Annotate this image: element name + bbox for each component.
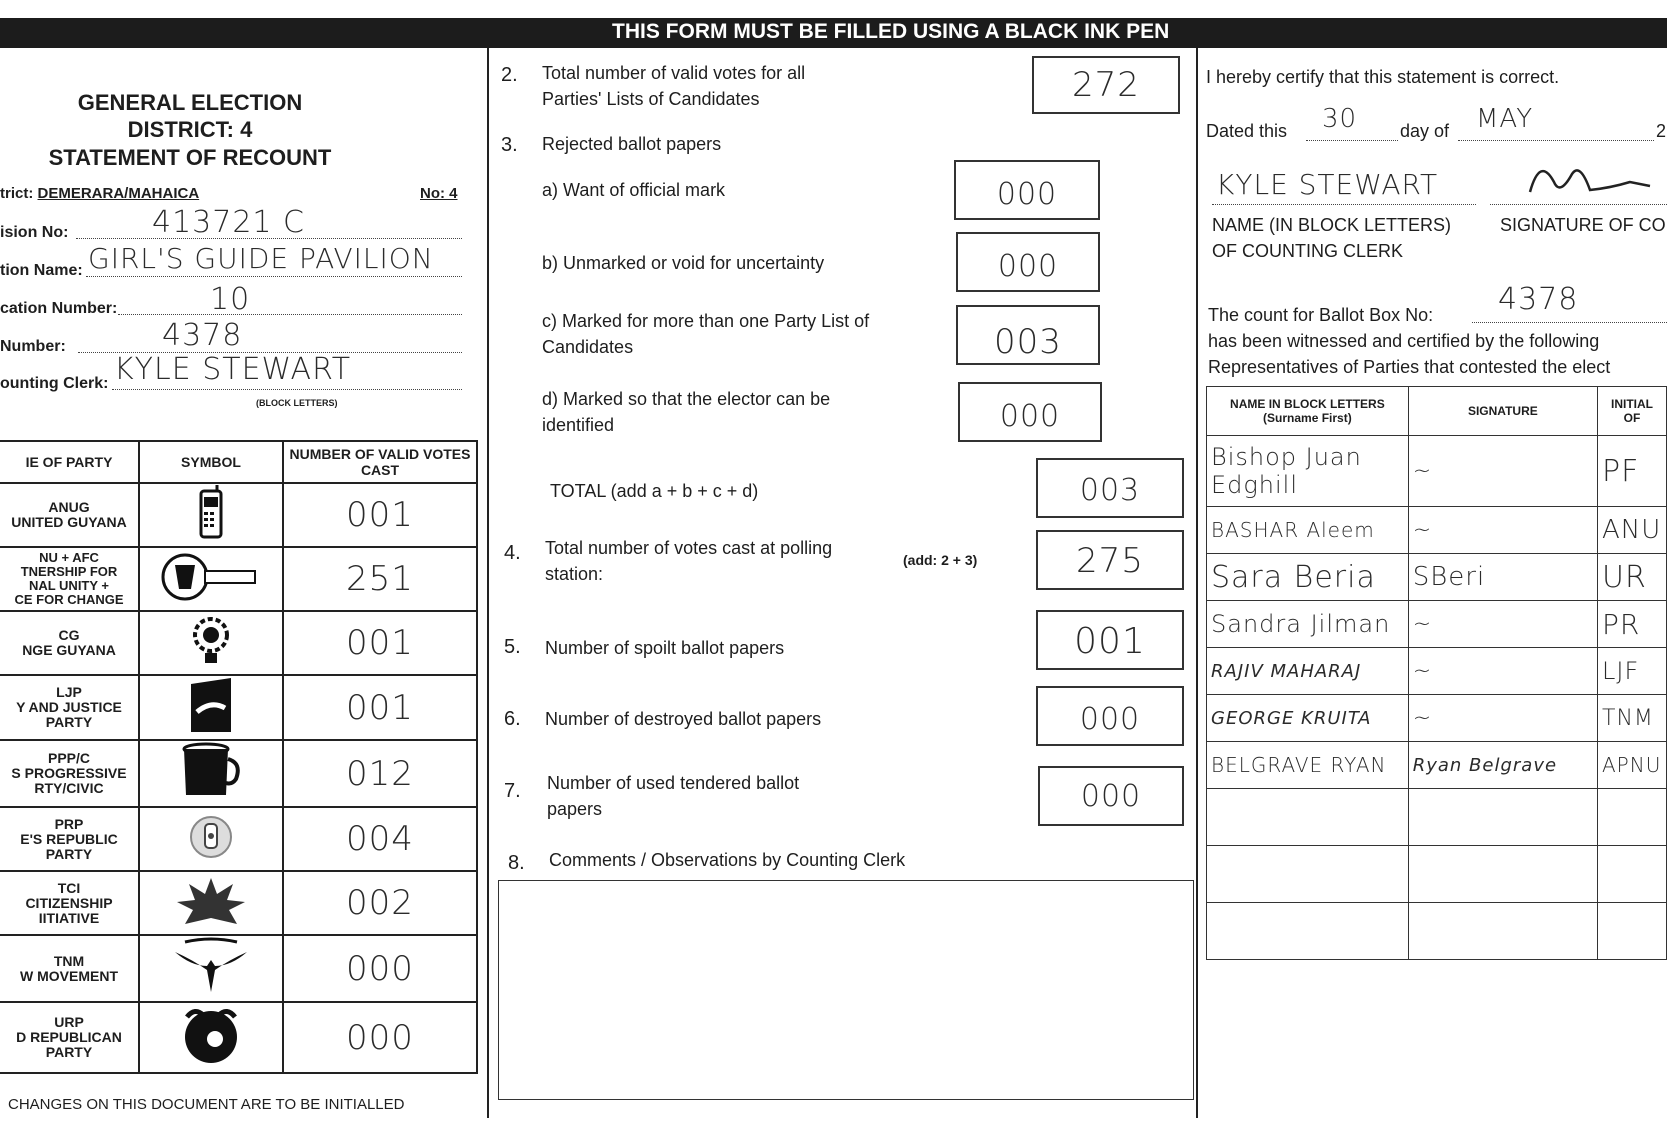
day-value: 30 [1322, 104, 1358, 134]
party-name: PRP E'S REPUBLIC PARTY [0, 807, 139, 871]
votes-header: NUMBER OF VALID VOTES CAST [283, 441, 477, 483]
bird-icon [171, 936, 251, 996]
witness-initial: TNM [1598, 695, 1667, 742]
party-votes-table [0, 440, 478, 1074]
witness-signature[interactable] [1408, 846, 1597, 903]
q3a-text: a) Want of official mark [542, 180, 726, 200]
q5-value: 001 [1036, 610, 1184, 670]
witness-initial: PF [1598, 436, 1667, 507]
witness-signature[interactable] [1408, 903, 1597, 960]
party-name: TNM W MOVEMENT [0, 935, 139, 1002]
q3c-text: c) Marked for more than one Party List of Candidates [542, 311, 870, 357]
district-label: trict: DEMERARA/MAHAICA [0, 185, 200, 202]
table-row [1207, 436, 1667, 507]
witness-signature: ~ [1408, 695, 1597, 742]
phone-icon [191, 485, 231, 541]
table-row [1207, 846, 1667, 903]
party-name: CG NGE GUYANA [0, 611, 139, 675]
table-row [0, 547, 477, 611]
q5-number: 5. [504, 636, 521, 658]
hand-key-icon [161, 549, 261, 605]
comments-box[interactable] [498, 880, 1194, 1100]
witness-initial[interactable] [1598, 903, 1667, 960]
table-row [0, 807, 477, 871]
vote-count: 012 [283, 740, 477, 807]
witness-initial: LJF [1598, 648, 1667, 695]
witness-initial: APNU [1598, 742, 1667, 789]
q4-add-note: (add: 2 + 3) [903, 552, 978, 568]
box-number-value: 4378 [162, 318, 243, 353]
q7-number: 7. [504, 780, 521, 802]
q6-number: 6. [504, 708, 521, 730]
q6-value: 000 [1036, 686, 1184, 746]
column-divider [1196, 48, 1198, 1118]
form-title: GENERAL ELECTION [77, 90, 303, 115]
certify-text: I hereby certify that this statement is correct. [1206, 67, 1560, 87]
witness-initial[interactable] [1598, 789, 1667, 846]
symbol-header: SYMBOL [139, 441, 283, 483]
ballot-box-value: 4378 [1498, 282, 1579, 317]
table-row [1207, 648, 1667, 695]
witness-table [1206, 386, 1667, 960]
block-letters-note: (BLOCK LETTERS) [256, 398, 338, 408]
instruction-banner [0, 18, 1667, 48]
district-number: No: 4 [420, 185, 458, 202]
district-title: DISTRICT: 4 [127, 117, 253, 142]
witness-signature: SBeri [1408, 554, 1597, 601]
witness-signature: ~ [1408, 436, 1597, 507]
witness-name: RAJIV MAHARAJ [1207, 648, 1409, 695]
party-name: LJP Y AND JUSTICE PARTY [0, 675, 139, 740]
total-text: TOTAL (add a + b + c + d) [550, 481, 759, 501]
witness-name-header: NAME IN BLOCK LETTERS (Surname First) [1207, 387, 1409, 436]
ballot-box-label: The count for Ballot Box No: [1208, 305, 1434, 325]
witness-name[interactable] [1207, 846, 1409, 903]
party-name-header: IE OF PARTY [0, 441, 139, 483]
table-row [1207, 789, 1667, 846]
q3c-value: 003 [956, 305, 1100, 365]
clerk-name-value: KYLE STEWART [1216, 168, 1439, 201]
witness-initial[interactable] [1598, 846, 1667, 903]
table-row [1207, 903, 1667, 960]
witness-name[interactable] [1207, 903, 1409, 960]
table-row [0, 483, 477, 547]
bull-icon [177, 1003, 245, 1067]
lightbulb-icon [189, 613, 233, 669]
witness-signature[interactable] [1408, 789, 1597, 846]
witness-name: BELGRAVE RYAN [1207, 742, 1409, 789]
vote-count: 001 [283, 483, 477, 547]
vote-count: 002 [283, 871, 477, 935]
witness-signature: ~ [1408, 648, 1597, 695]
location-label: cation Number: [0, 300, 118, 317]
q6-text: Number of destroyed ballot papers [545, 709, 822, 729]
witness-name: Bishop Juan Edghill [1207, 436, 1409, 507]
banner-text: THIS FORM MUST BE FILLED USING A BLACK INK PEN [612, 20, 1170, 43]
table-row [0, 675, 477, 740]
division-value: 413721 C [152, 205, 306, 240]
witness-signature-header: SIGNATURE [1408, 387, 1597, 436]
q2-number: 2. [501, 64, 518, 86]
witness-initial: UR [1598, 554, 1667, 601]
table-row [0, 611, 477, 675]
witness-name: GEORGE KRUITA [1207, 695, 1409, 742]
table-row [1207, 507, 1667, 554]
party-name: TCI CITIZENSHIP IITIATIVE [0, 871, 139, 935]
vote-count: 000 [283, 1002, 477, 1073]
q5-text: Number of spoilt ballot papers [545, 638, 785, 658]
witness-statement: has been witnessed and certified by the following Representatives of Parties that contested the elect [1208, 331, 1611, 377]
station-name-label: tion Name: [0, 262, 83, 279]
footer-note: CHANGES ON THIS DOCUMENT ARE TO BE INITIALLED [8, 1096, 405, 1113]
party-name: NU + AFC TNERSHIP FOR NAL UNITY + CE FOR CHANGE [0, 547, 139, 611]
witness-initial-header: INITIAL OF [1598, 387, 1667, 436]
location-value: 10 [210, 282, 251, 317]
dated-label: Dated this [1206, 121, 1288, 141]
witness-name: BASHAR Aleem [1207, 507, 1409, 554]
party-name: PPP/C S PROGRESSIVE RTY/CIVIC [0, 740, 139, 807]
table-row [0, 1002, 477, 1073]
vote-count: 004 [283, 807, 477, 871]
table-row [1207, 695, 1667, 742]
vote-count: 001 [283, 611, 477, 675]
q4-value: 275 [1036, 530, 1184, 590]
witness-signature: Ryan Belgrave [1408, 742, 1597, 789]
q3d-value: 000 [958, 382, 1102, 442]
witness-initial: PR [1598, 601, 1667, 648]
q2-value: 272 [1032, 56, 1180, 114]
day-of-label: day of [1400, 121, 1450, 141]
witness-name: Sandra Jilman [1207, 601, 1409, 648]
column-divider [487, 48, 489, 1118]
table-row [1207, 554, 1667, 601]
lantern-icon [189, 812, 233, 862]
clerk-signature-icon [1520, 152, 1660, 208]
table-row [0, 935, 477, 1002]
vote-count: 000 [283, 935, 477, 1002]
cup-icon [178, 741, 244, 801]
table-row [0, 740, 477, 807]
box-number-label: Number: [0, 338, 66, 355]
q3-number: 3. [501, 134, 518, 156]
clerk-label: ounting Clerk: [0, 375, 109, 392]
q3b-text: b) Unmarked or void for uncertainty [542, 253, 825, 273]
witness-signature: ~ [1408, 601, 1597, 648]
witness-name: Sara Beria [1207, 554, 1409, 601]
party-name: URP D REPUBLICAN PARTY [0, 1002, 139, 1073]
q3d-text: d) Marked so that the elector can be identified [542, 389, 831, 435]
q7-text: Number of used tendered ballot papers [547, 773, 800, 819]
table-row [0, 871, 477, 935]
clerk-name-label: NAME (IN BLOCK LETTERS) OF COUNTING CLERK [1212, 215, 1452, 261]
signature-label: SIGNATURE OF CO [1500, 215, 1666, 235]
q4-number: 4. [504, 542, 521, 564]
total-value: 003 [1036, 458, 1184, 518]
year-fragment: 2 [1656, 121, 1667, 141]
q8-number: 8. [508, 852, 525, 874]
party-name: ANUG UNITED GUYANA [0, 483, 139, 547]
q8-text: Comments / Observations by Counting Clerk [549, 850, 906, 870]
q3a-value: 000 [954, 160, 1100, 220]
flower-icon [173, 874, 249, 928]
table-row [1207, 601, 1667, 648]
q7-value: 000 [1038, 766, 1184, 826]
month-value: MAY [1476, 104, 1534, 134]
q4-text: Total number of votes cast at polling station: [545, 538, 833, 584]
table-row [1207, 742, 1667, 789]
vote-count: 001 [283, 675, 477, 740]
q3-text: Rejected ballot papers [542, 134, 722, 154]
division-label: ision No: [0, 224, 69, 241]
clerk-value: KYLE STEWART [114, 352, 352, 387]
form-subtitle: STATEMENT OF RECOUNT [48, 145, 332, 170]
witness-initial: ANU [1598, 507, 1667, 554]
q2-text: Total number of valid votes for all Parties' Lists of Candidates [542, 63, 806, 109]
witness-signature: ~ [1408, 507, 1597, 554]
q3b-value: 000 [956, 232, 1100, 292]
handshake-icon [187, 676, 235, 734]
witness-name[interactable] [1207, 789, 1409, 846]
station-name-value: GIRL'S GUIDE PAVILION [88, 242, 434, 275]
vote-count: 251 [283, 547, 477, 611]
